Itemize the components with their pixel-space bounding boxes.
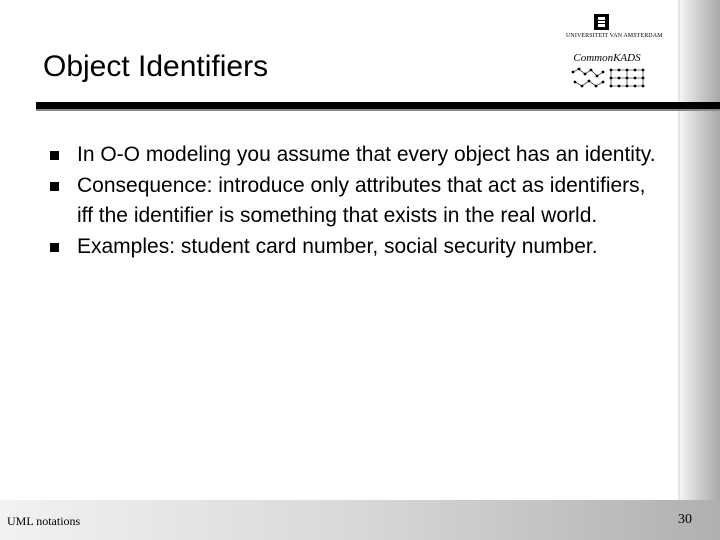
university-logo-text: UNIVERSITEIT VAN AMSTERDAM bbox=[566, 33, 663, 39]
commonkads-logo bbox=[567, 52, 647, 94]
bullet-text: In O-O modeling you assume that every object has an identity. bbox=[77, 143, 656, 166]
bullet-item bbox=[50, 232, 660, 263]
bullet-list bbox=[50, 140, 660, 262]
right-edge-line bbox=[678, 0, 680, 500]
square-bullet-icon bbox=[50, 151, 59, 160]
bullet-item bbox=[50, 140, 660, 171]
title-underline-shadow bbox=[36, 109, 720, 111]
bullet-text: Consequence: introduce only attributes that act as identifiers, iff the identifier is something that exists in the real world. bbox=[77, 173, 646, 227]
footer-bar bbox=[0, 500, 720, 540]
commonkads-dots-icon bbox=[567, 64, 647, 94]
title-underline-rule bbox=[36, 102, 720, 109]
page-number: 30 bbox=[678, 512, 692, 527]
commonkads-logo-text: CommonKADS bbox=[573, 52, 641, 64]
square-bullet-icon bbox=[50, 243, 59, 252]
square-bullet-icon bbox=[50, 182, 59, 191]
right-shade-decoration bbox=[680, 0, 720, 540]
footer-course-label: UML notations bbox=[7, 514, 81, 528]
bullet-text: Examples: student card number, social security number. bbox=[77, 234, 598, 258]
university-seal-icon bbox=[594, 14, 609, 30]
bullet-item bbox=[50, 171, 660, 232]
slide-title: Object Identifiers bbox=[43, 50, 269, 83]
